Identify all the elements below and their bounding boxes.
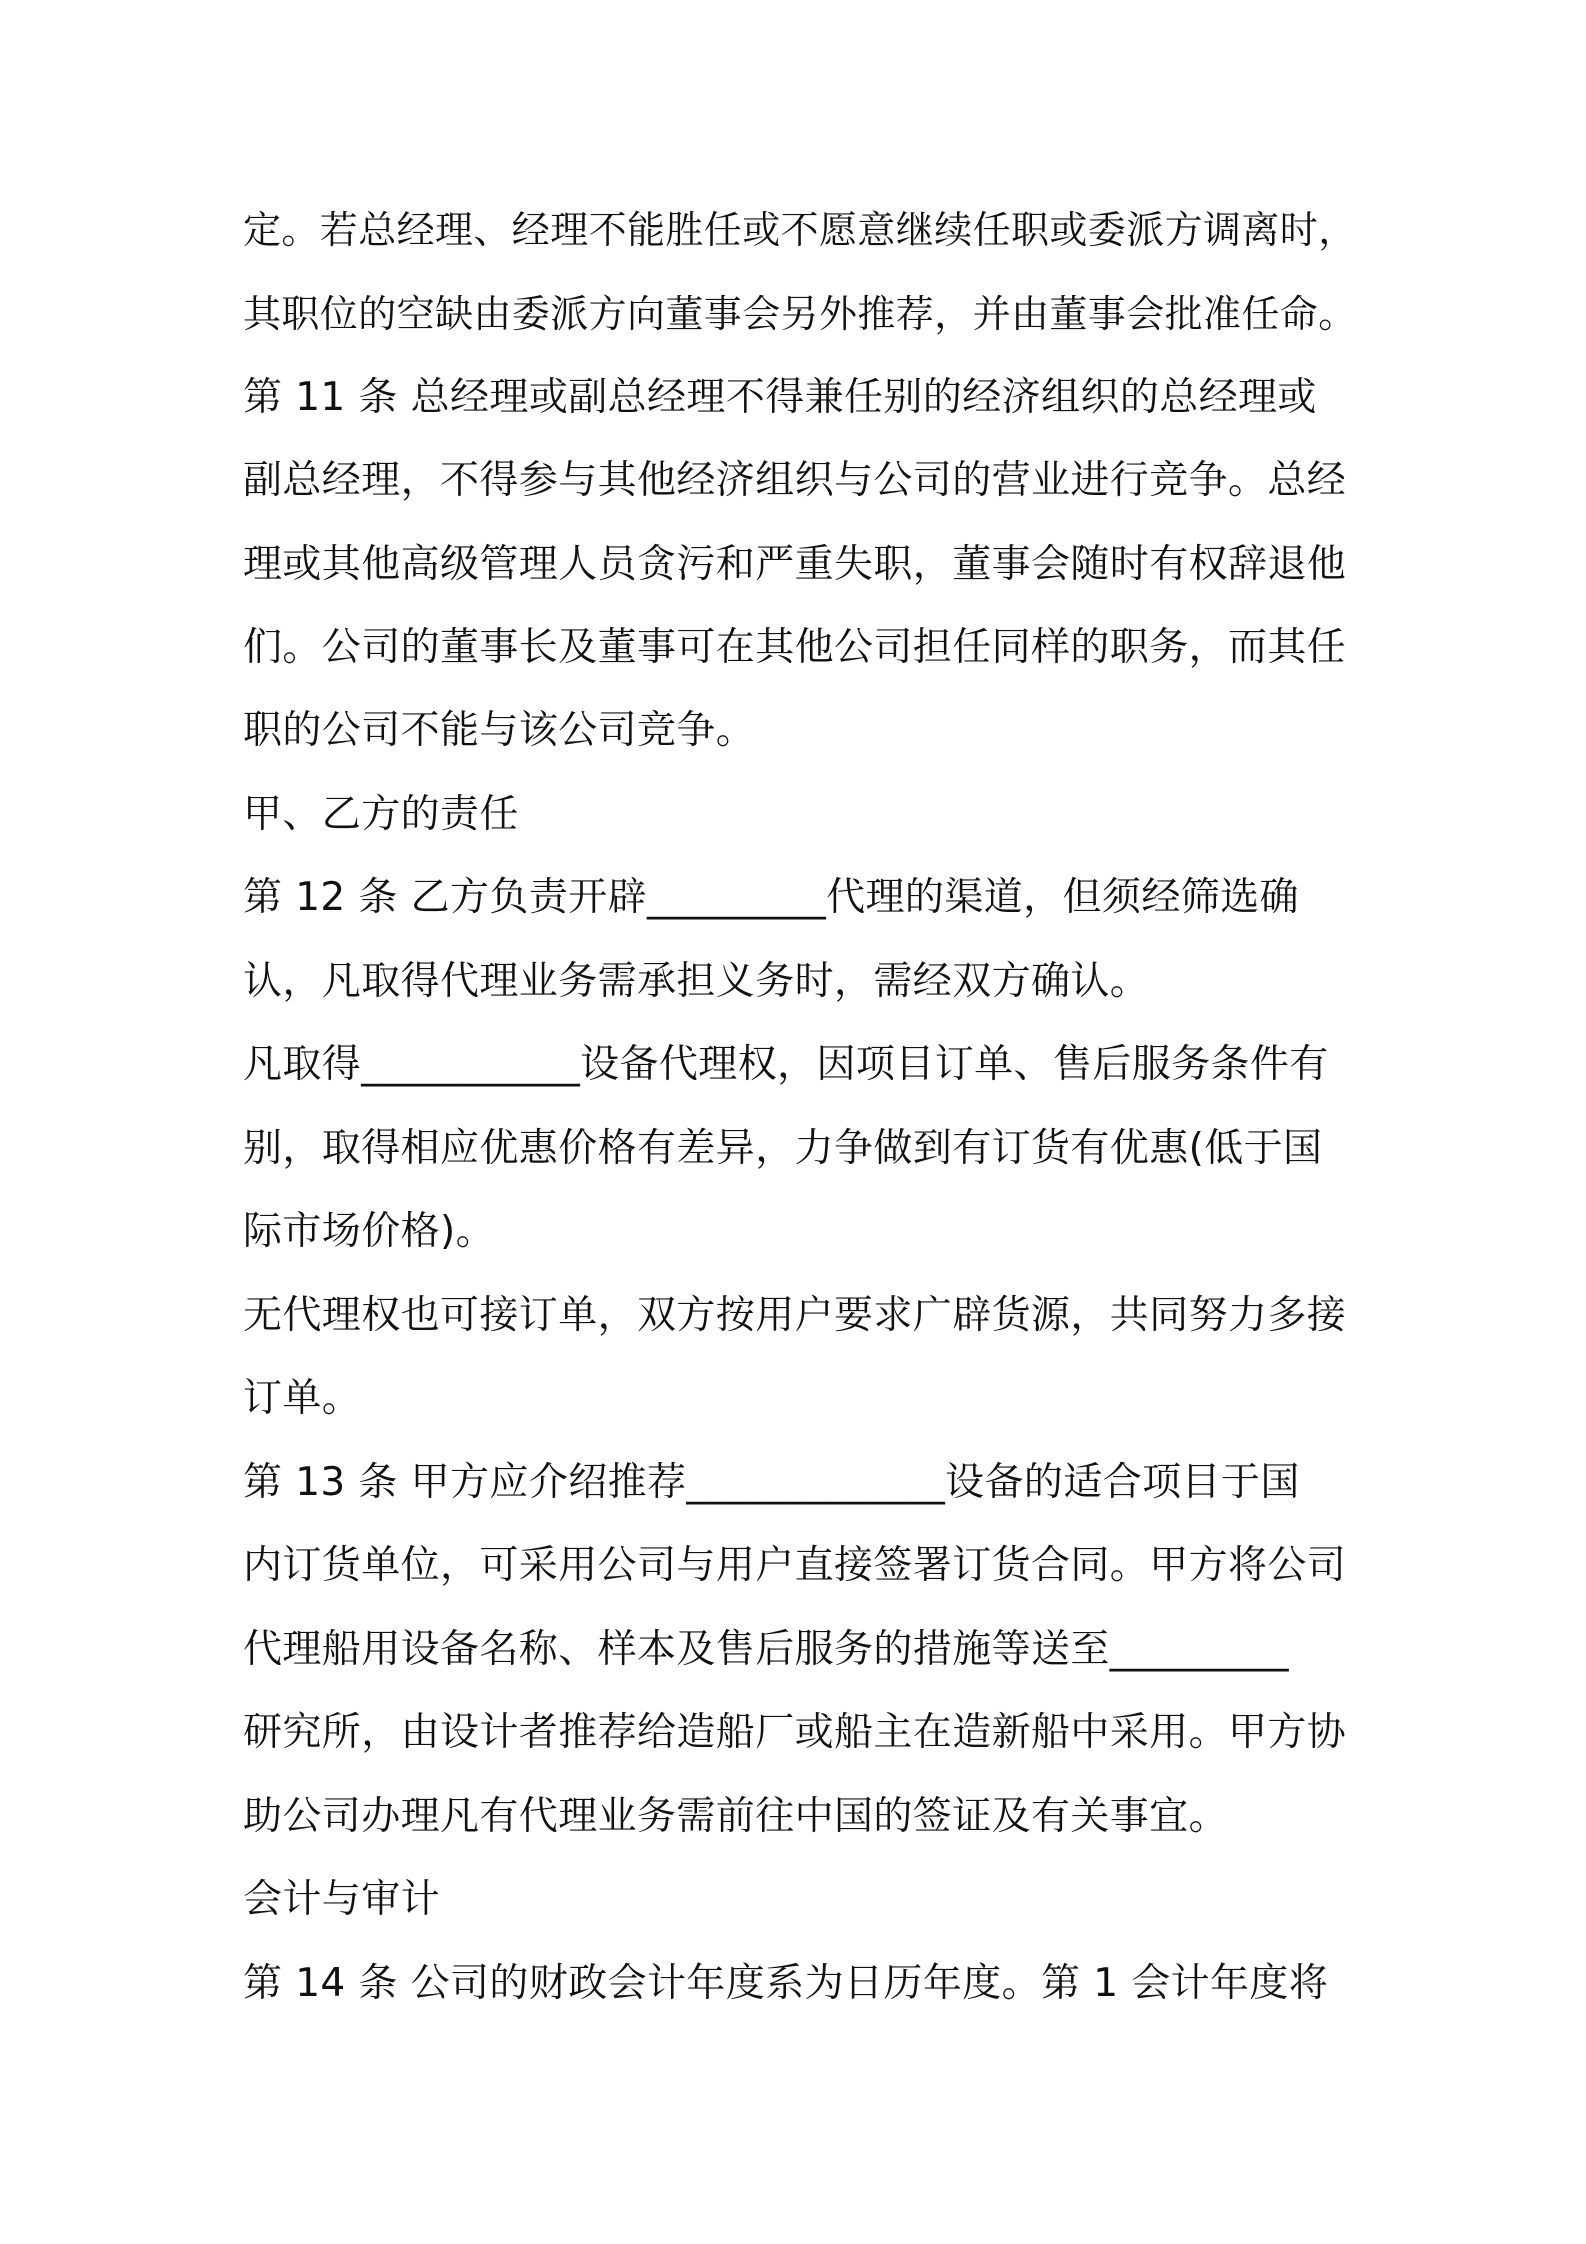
text-line: 助公司办理凡有代理业务需前往中国的签证及有关事宜。 xyxy=(243,1794,1229,1839)
text-line: 第 13 条 甲方应介绍推荐_____________设备的适合项目于国 xyxy=(243,1460,1300,1505)
text-line: 第 12 条 乙方负责开辟_________代理的渠道，但须经筛选确 xyxy=(243,875,1299,920)
text-line: 认，凡取得代理业务需承担义务时，需经双方确认。 xyxy=(243,959,1150,1004)
text-line: 别，取得相应优惠价格有差异，力争做到有订货有优惠(低于国 xyxy=(243,1126,1323,1171)
section-heading: 会计与审计 xyxy=(243,1877,441,1922)
text-line: 理或其他高级管理人员贪污和严重失职，董事会随时有权辞退他 xyxy=(243,542,1347,587)
text-line: 研究所，由设计者推荐给造船厂或船主在造新船中采用。甲方协 xyxy=(243,1710,1347,1755)
text-line: 第 11 条 总经理或副总经理不得兼任别的经济组织的总经理或 xyxy=(243,375,1317,420)
text-line: 订单。 xyxy=(243,1376,362,1421)
text-line: 副总经理，不得参与其他经济组织与公司的营业进行竞争。总经 xyxy=(243,458,1347,503)
text-line: 内订货单位，可采用公司与用户直接签署订货合同。甲方将公司 xyxy=(243,1543,1347,1588)
text-line: 际市场价格)。 xyxy=(243,1209,496,1254)
text-line: 定。若总经理、经理不能胜任或不愿意继续任职或委派方调离时， xyxy=(243,208,1357,252)
section-heading: 甲、乙方的责任 xyxy=(243,792,519,837)
text-line: 代理船用设备名称、样本及售后服务的措施等送至_________ xyxy=(243,1627,1289,1672)
text-line: 第 14 条 公司的财政会计年度系为日历年度。第 1 会计年度将 xyxy=(243,1961,1329,2006)
text-line: 其职位的空缺由委派方向董事会另外推荐，并由董事会批准任命。 xyxy=(243,292,1357,336)
text-line: 职的公司不能与该公司竞争。 xyxy=(243,708,756,753)
text-line: 无代理权也可接订单，双方按用户要求广辟货源，共同努力多接 xyxy=(243,1293,1347,1338)
text-line: 凡取得___________设备代理权，因项目订单、售后服务条件有 xyxy=(243,1042,1329,1087)
text-line: 们。公司的董事长及董事可在其他公司担任同样的职务，而其任 xyxy=(243,625,1347,670)
